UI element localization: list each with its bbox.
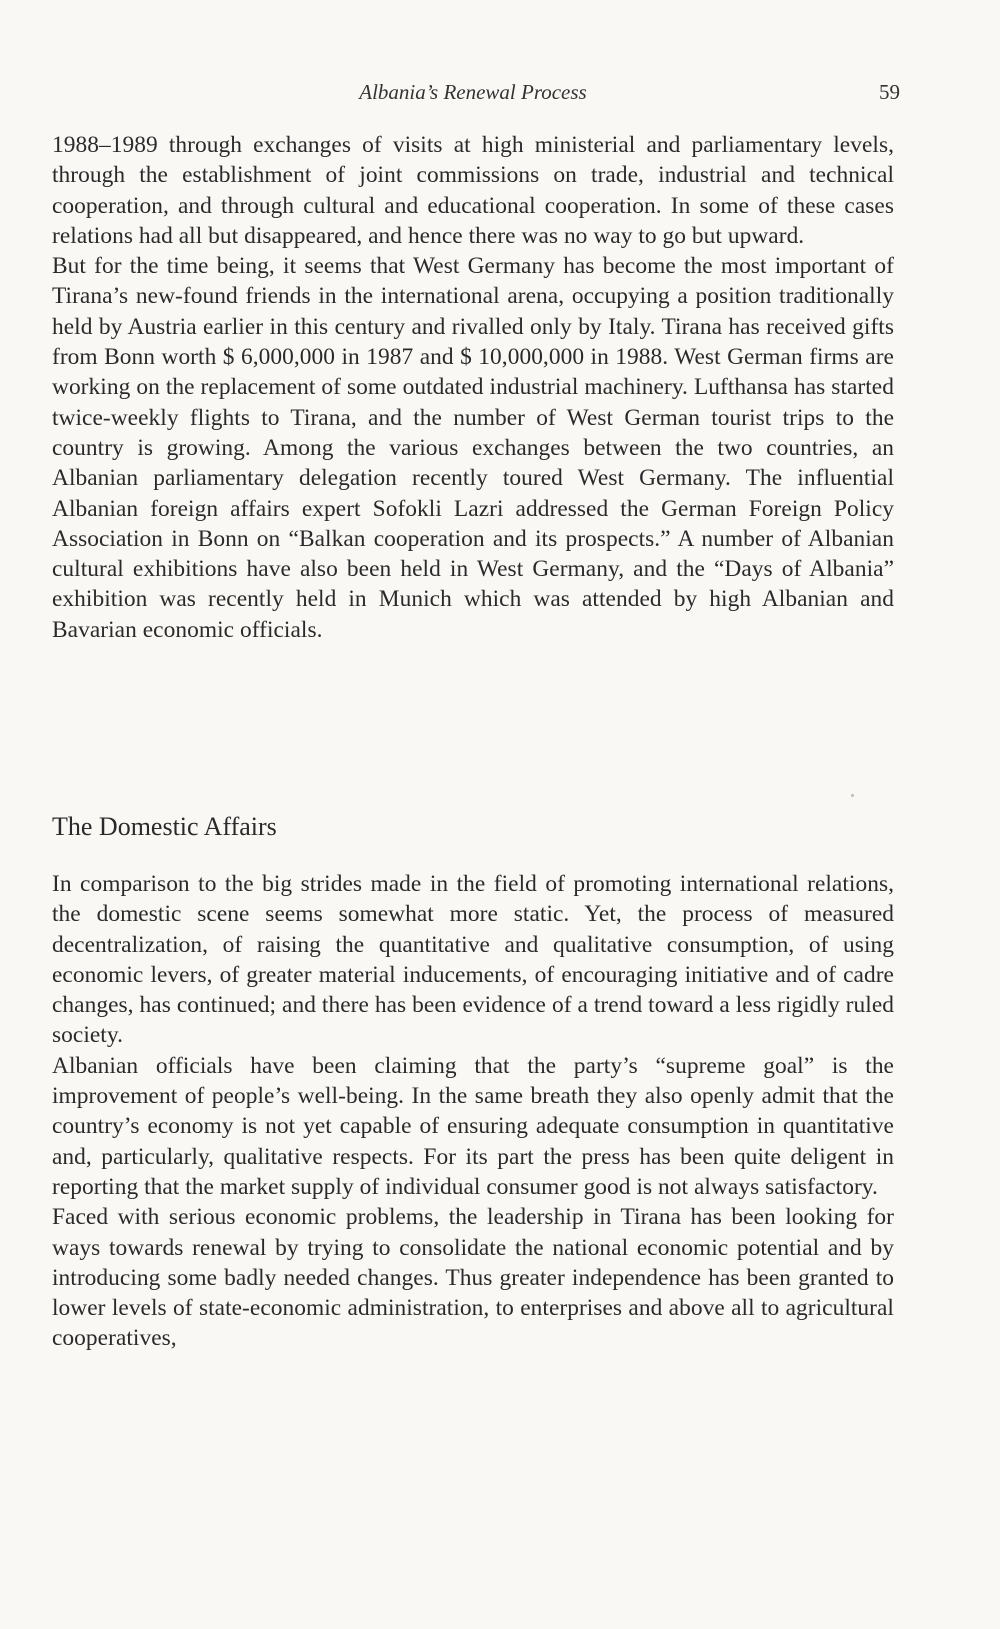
paragraph: Albanian officials have been claiming that the party’s “supreme goal” is the improvement of people’s well-being. In the same breath they also openly admit that the country’s economy is not yet capable of ensuring adequate consumption in quantitative and, particularly, qualitative respects. For its part the press has been quite deligent in reporting that the market supply of individual consumer good is not always satisfactory.	[52, 1052, 894, 1200]
paragraph: In comparison to the big strides made in the field of promoting international relations, the domestic scene seems somewhat more static. Yet, the process of measured decentralization, of raising the quantitative and qualitative consumption, of using economic levers, of greater material inducements, of encouraging initiative and of cadre changes, has continued; and there has been evidence of a trend toward a less rigidly ruled society.	[52, 871, 894, 1049]
running-head	[52, 80, 900, 110]
section-heading: The Domestic Affairs	[52, 812, 277, 841]
page-number: 59	[879, 80, 900, 104]
paragraph: But for the time being, it seems that West Germany has become the most important of Tirana’s new-found friends in the international arena, occupying a position traditionally held by Austria earlier in this century and rivalled only by Italy. Tirana has received gifts from Bonn worth $ 6,000,000 in 1987 and $ 10,000,000 in 1988. West German firms are working on the replacement of some outdated industrial machinery. Lufthansa has started twice-weekly flights to Tirana, and the number of West German tourist trips to the country is growing. Among the various exchanges between the two countries, an Albanian parliamentary delegation recently toured West Germany. The influential Albanian foreign affairs expert Sofokli Lazri addressed the German Foreign Policy Association in Bonn on “Balkan cooperation and its prospects.” A number of Albanian cultural exhibitions have also been held in West Germany, and the “Days of Albania” exhibition was recently held in Munich which was attended by high Albanian and Bavarian economic officials.	[52, 253, 894, 643]
text-block-top	[52, 130, 894, 645]
text-block-bottom	[52, 869, 894, 1354]
running-title: Albania’s Renewal Process	[359, 80, 587, 104]
paragraph: 1988–1989 through exchanges of visits at high ministerial and parliamentary levels, through the establishment of joint commissions on trade, industrial and technical cooperation, and through cultural and educational cooperation. In some of these cases relations had all but disappeared, and hence there was no way to go but upward.	[52, 132, 894, 249]
scan-speck	[851, 794, 854, 797]
book-page	[52, 0, 900, 1629]
paragraph: Faced with serious economic problems, the leadership in Tirana has been looking for ways towards renewal by trying to consolidate the national economic potential and by introducing some badly needed changes. Thus greater independence has been granted to lower levels of state-economic administration, to enterprises and above all to agricultural cooperatives,	[52, 1204, 894, 1352]
